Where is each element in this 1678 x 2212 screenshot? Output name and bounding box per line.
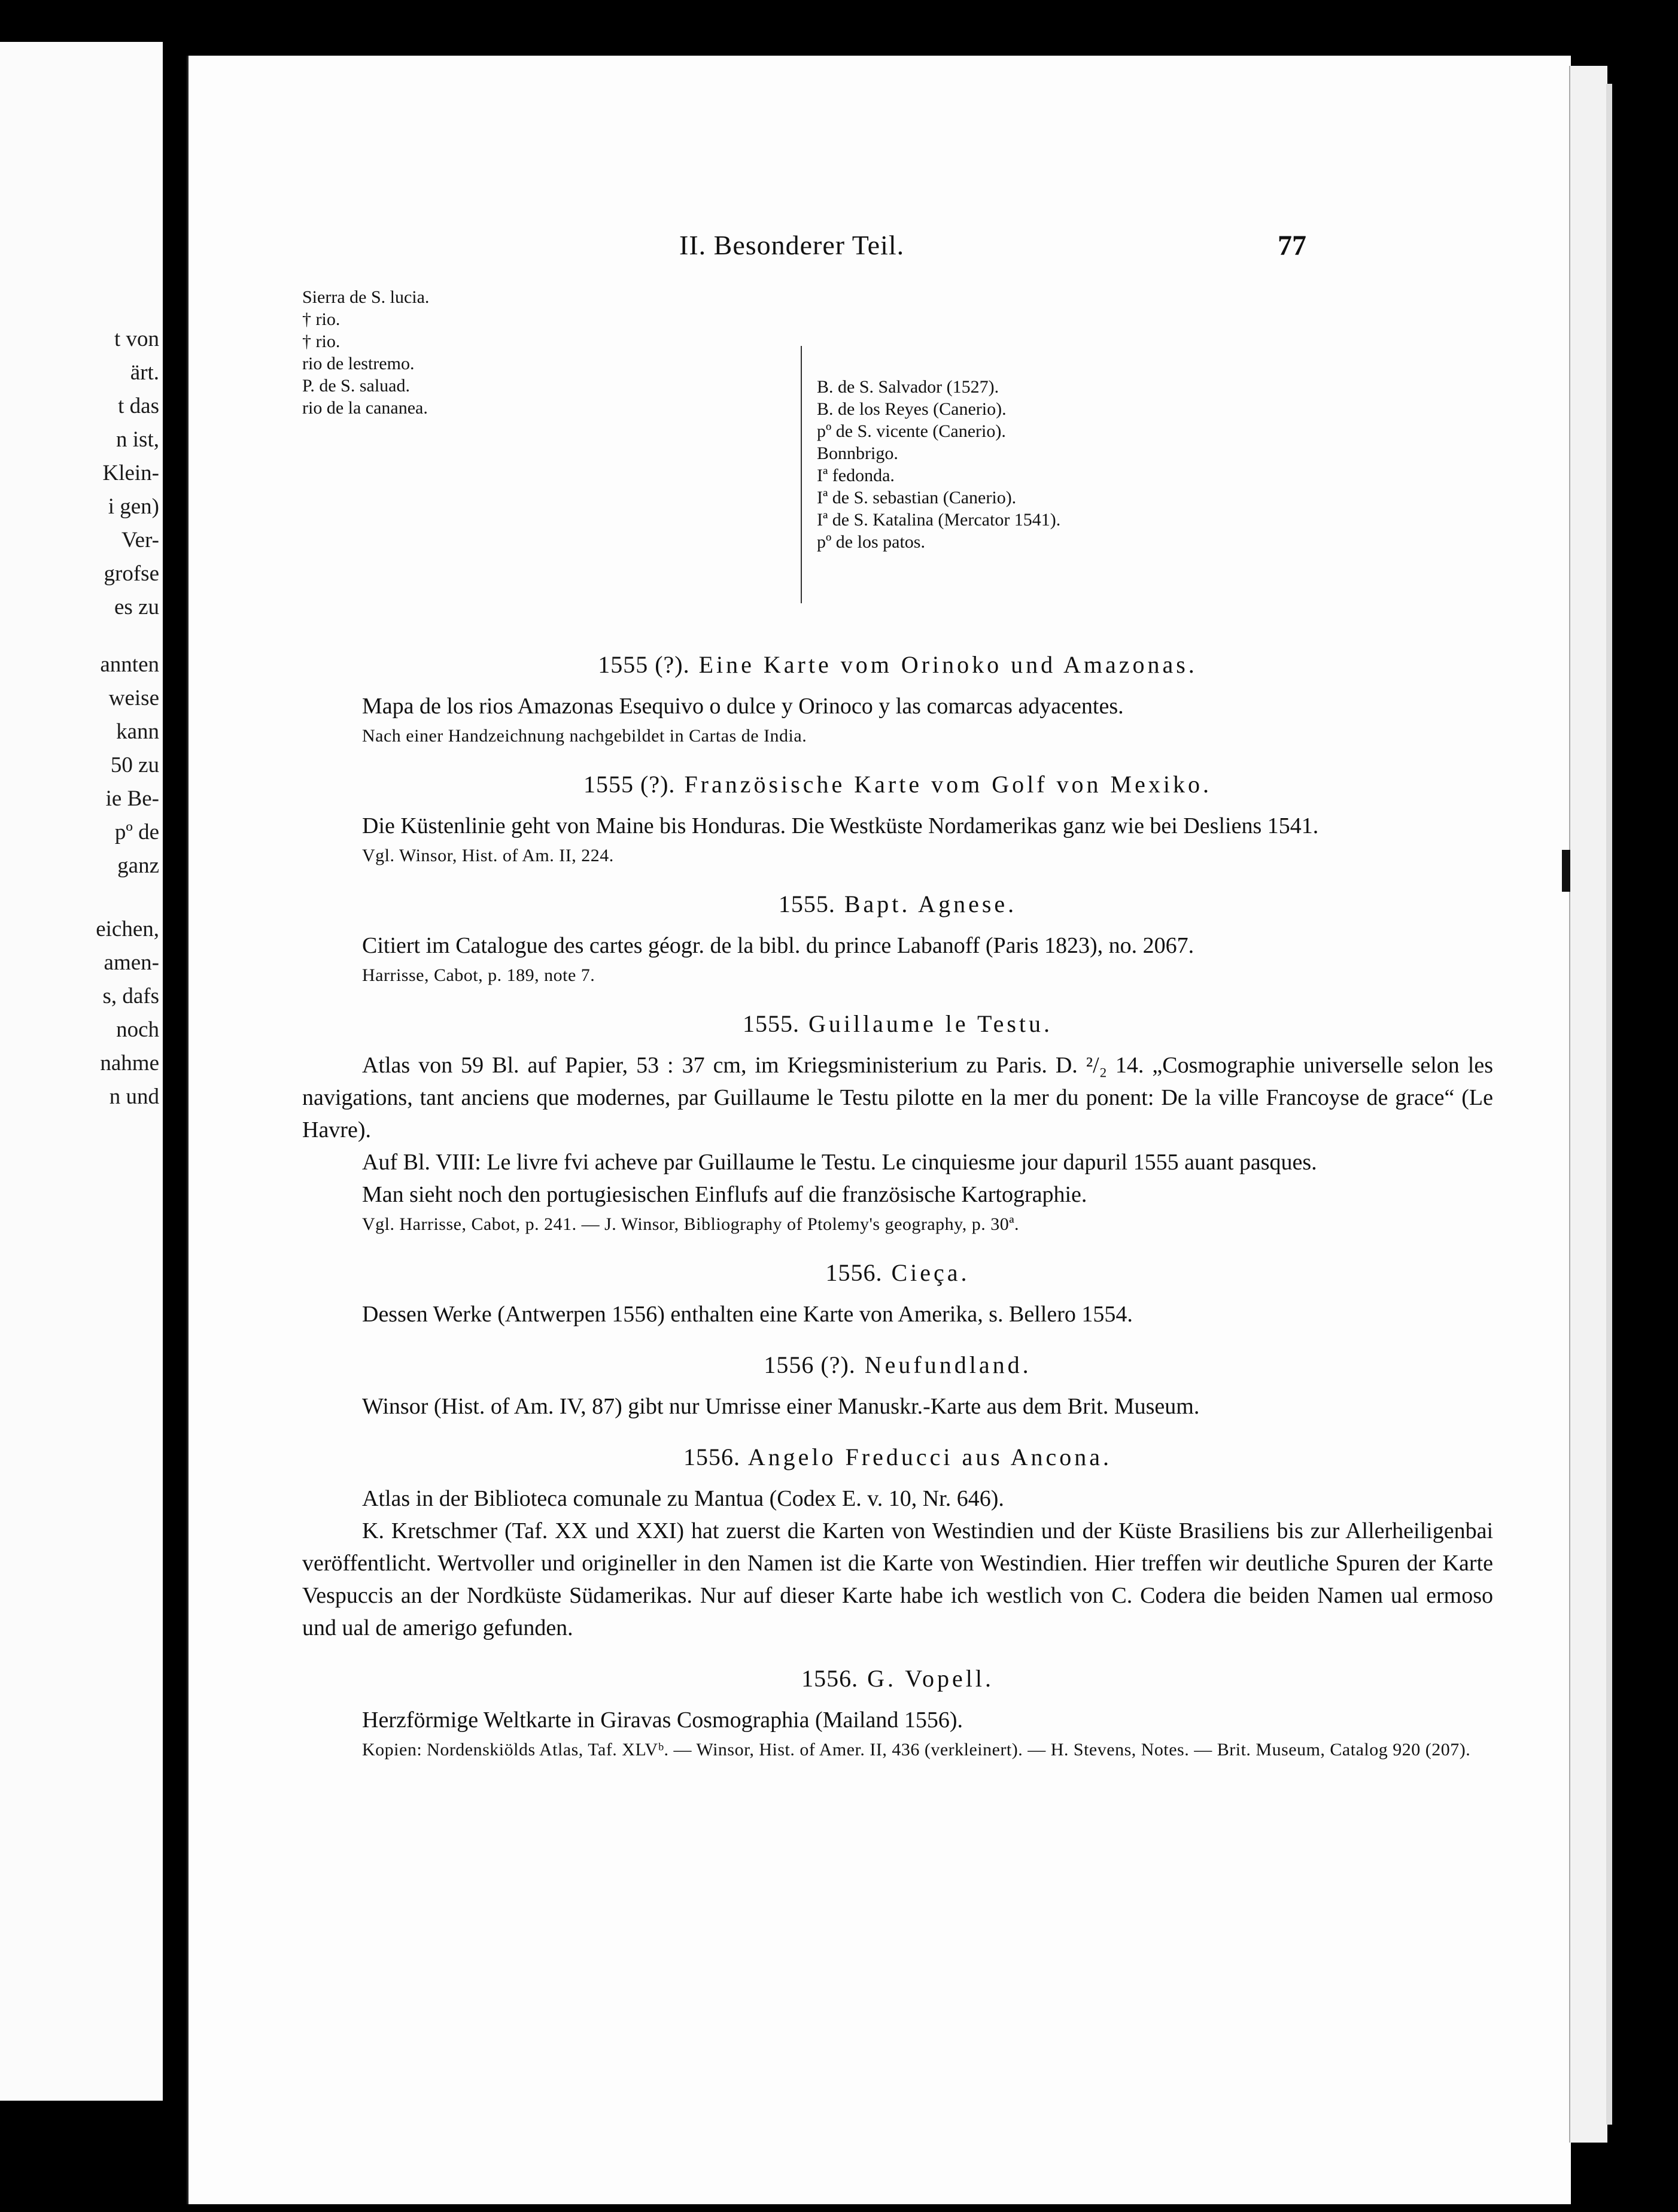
left-page-fragment: ganz (117, 853, 159, 878)
catalog-entry (302, 1441, 1493, 1644)
entry-title: Angelo Freducci aus Ancona. (747, 1444, 1112, 1470)
entry-heading (302, 1348, 1493, 1382)
left-page-fragment: Ver- (121, 528, 159, 552)
left-page-fragment: nahme (100, 1051, 159, 1075)
entry-year: 1556 (?). (764, 1351, 856, 1378)
entry-paragraph: Die Küstenlinie geht von Maine bis Honduras. Die Westküste Nordamerikas ganz wie bei Desliens 1541. (362, 813, 1319, 838)
map-name: Bonnbrigo. (817, 443, 898, 463)
left-page-fragment: s, dafs (102, 984, 159, 1008)
left-facing-page (0, 42, 163, 2101)
page-number: 77 (1278, 230, 1306, 262)
entry-heading (302, 648, 1493, 682)
entry-heading (302, 1441, 1493, 1474)
catalog-entry (302, 768, 1493, 870)
left-page-fragment: kann (116, 719, 159, 744)
entry-paragraph: Man sieht noch den portugiesischen Einflufs auf die französische Kartographie. (362, 1182, 1087, 1207)
entry-title: G. Vopell. (867, 1665, 994, 1692)
map-name: † rio. (302, 309, 341, 329)
catalog-entry (302, 1662, 1493, 1764)
map-name: Sierra de S. lucia. (302, 287, 430, 307)
entry-title: Französische Karte vom Golf von Mexiko. (684, 771, 1212, 798)
entry-year: 1555. (742, 1010, 800, 1037)
catalog-entry (302, 648, 1493, 750)
entry-heading (302, 1007, 1493, 1041)
left-page-fragment: n ist, (116, 427, 159, 452)
left-page-fragment: ie Be- (105, 786, 159, 811)
left-page-fragment: eichen, (96, 917, 159, 941)
entry-reference: Vgl. Winsor, Hist. of Am. II, 224. (362, 846, 614, 865)
catalog-entry (302, 1007, 1493, 1238)
entry-paragraph: Auf Bl. VIII: Le livre fvi acheve par Guillaume le Testu. Le cinquiesme jour dapuril 1555 auant pasques. (362, 1150, 1317, 1175)
entry-year: 1555 (?). (583, 771, 676, 798)
left-page-fragment: pº de (114, 820, 159, 844)
left-page-fragment: t von (114, 327, 159, 351)
entry-title: Eine Karte vom Orinoko und Amazonas. (698, 651, 1197, 678)
column-divider (801, 346, 802, 603)
map-name: B. de S. Salvador (1527). (817, 377, 999, 397)
entry-year: 1556. (683, 1444, 740, 1470)
scan-artifact (1562, 850, 1570, 892)
left-page-fragment: n und (109, 1084, 159, 1109)
running-head (189, 229, 1571, 265)
left-page-fragment: annten (100, 652, 159, 677)
entry-title: Guillaume le Testu. (808, 1010, 1053, 1037)
left-page-fragment: Klein- (102, 461, 159, 485)
left-page-fragment: i gen) (108, 494, 159, 519)
map-names-right-column (817, 376, 1060, 553)
entry-title: Bapt. Agnese. (844, 891, 1017, 917)
entry-heading (302, 1256, 1493, 1290)
entry-title: Cieça. (891, 1259, 970, 1286)
map-name: rio de lestremo. (302, 354, 415, 373)
entry-heading (302, 1662, 1493, 1696)
left-page-fragment: ärt. (130, 360, 159, 385)
page-edge-shadow (1606, 84, 1612, 2125)
section-title: II. Besonderer Teil. (679, 230, 905, 260)
entry-title: Neufundland. (864, 1351, 1032, 1378)
entry-paragraph: Winsor (Hist. of Am. IV, 87) gibt nur Umrisse einer Manuskr.-Karte aus dem Brit. Museum. (362, 1394, 1200, 1419)
book-gutter (163, 36, 187, 2113)
document-page (187, 56, 1571, 2204)
catalog-entry (302, 1256, 1493, 1330)
left-page-fragment: es zu (114, 595, 159, 619)
entry-heading (302, 768, 1493, 801)
map-name: P. de S. saluad. (302, 376, 410, 396)
map-name: † rio. (302, 332, 341, 351)
left-page-fragment: amen- (104, 950, 159, 975)
entry-year: 1556. (825, 1259, 883, 1286)
map-name: Iª fedonda. (817, 466, 895, 485)
map-name: pº de los patos. (817, 532, 925, 552)
entry-heading (302, 888, 1493, 921)
entry-reference: Nach einer Handzeichnung nachgebildet in Cartas de India. (362, 726, 807, 746)
left-page-fragment: 50 zu (110, 753, 159, 777)
left-page-fragment: t das (118, 394, 159, 418)
entry-paragraph: Mapa de los rios Amazonas Esequivo o dulce y Orinoco y las comarcas adyacentes. (362, 694, 1124, 719)
entry-reference: Vgl. Harrisse, Cabot, p. 241. — J. Winsor, Bibliography of Ptolemy's geography, p. 30ª. (362, 1214, 1020, 1234)
entry-paragraph: Herzförmige Weltkarte in Giravas Cosmographia (Mailand 1556). (362, 1707, 963, 1733)
entry-reference: Harrisse, Cabot, p. 189, note 7. (362, 965, 595, 985)
entry-paragraph: Dessen Werke (Antwerpen 1556) enthalten eine Karte von Amerika, s. Bellero 1554. (362, 1302, 1133, 1327)
map-name: Iª de S. Katalina (Mercator 1541). (817, 510, 1061, 530)
left-page-fragment: noch (116, 1017, 159, 1042)
entry-reference: Kopien: Nordenskiölds Atlas, Taf. XLVᵇ. — Winsor, Hist. of Amer. II, 436 (verkleinert). — H. Stevens, Notes. — Brit. Museum, Catalog 920 (207). (362, 1740, 1471, 1760)
entry-paragraph: Atlas von 59 Bl. auf Papier, 53 : 37 cm, im Kriegsministerium zu Paris. D. ²/₂ 14. „Cosmographie universelle selon les navigations, tant anciens que modernes, par Guillaume le Testu pilotte en la mer du ponent: De la ville Francoyse de grace“ (Le Havre). (302, 1053, 1493, 1143)
map-name: pº de S. vicente (Canerio). (817, 421, 1006, 441)
map-names-left-column (302, 286, 429, 419)
catalog-entry (302, 888, 1493, 989)
left-page-fragment: grofse (104, 561, 159, 586)
entry-paragraph: Citiert im Catalogue des cartes géogr. de la bibl. du prince Labanoff (Paris 1823), no. 2067. (362, 933, 1194, 958)
page-edge (1569, 66, 1607, 2143)
entry-paragraph: K. Kretschmer (Taf. XX und XXI) hat zuerst die Karten von Westindien und der Küste Brasiliens bis zur Allerheiligenbai veröffentlicht. Wertvoller und origineller in den Namen ist die Karte von Westindien. Hier treffen wir deutliche Spuren der Karte Vespuccis an der Nordküste Südamerikas. Nur auf dieser Karte habe ich westlich von C. Codera die beiden Namen ual ermoso und ual de amerigo gefunden. (302, 1518, 1493, 1640)
entry-year: 1555 (?). (598, 651, 690, 678)
map-name: Iª de S. sebastian (Canerio). (817, 488, 1017, 508)
entries-list (302, 630, 1493, 1764)
entry-paragraph: Atlas in der Biblioteca comunale zu Mantua (Codex E. v. 10, Nr. 646). (362, 1486, 1004, 1511)
left-page-fragment: weise (108, 686, 159, 710)
entry-year: 1555. (778, 891, 835, 917)
map-name: rio de la cananea. (302, 398, 428, 418)
entry-year: 1556. (801, 1665, 859, 1692)
catalog-entry (302, 1348, 1493, 1423)
map-name: B. de los Reyes (Canerio). (817, 399, 1007, 419)
